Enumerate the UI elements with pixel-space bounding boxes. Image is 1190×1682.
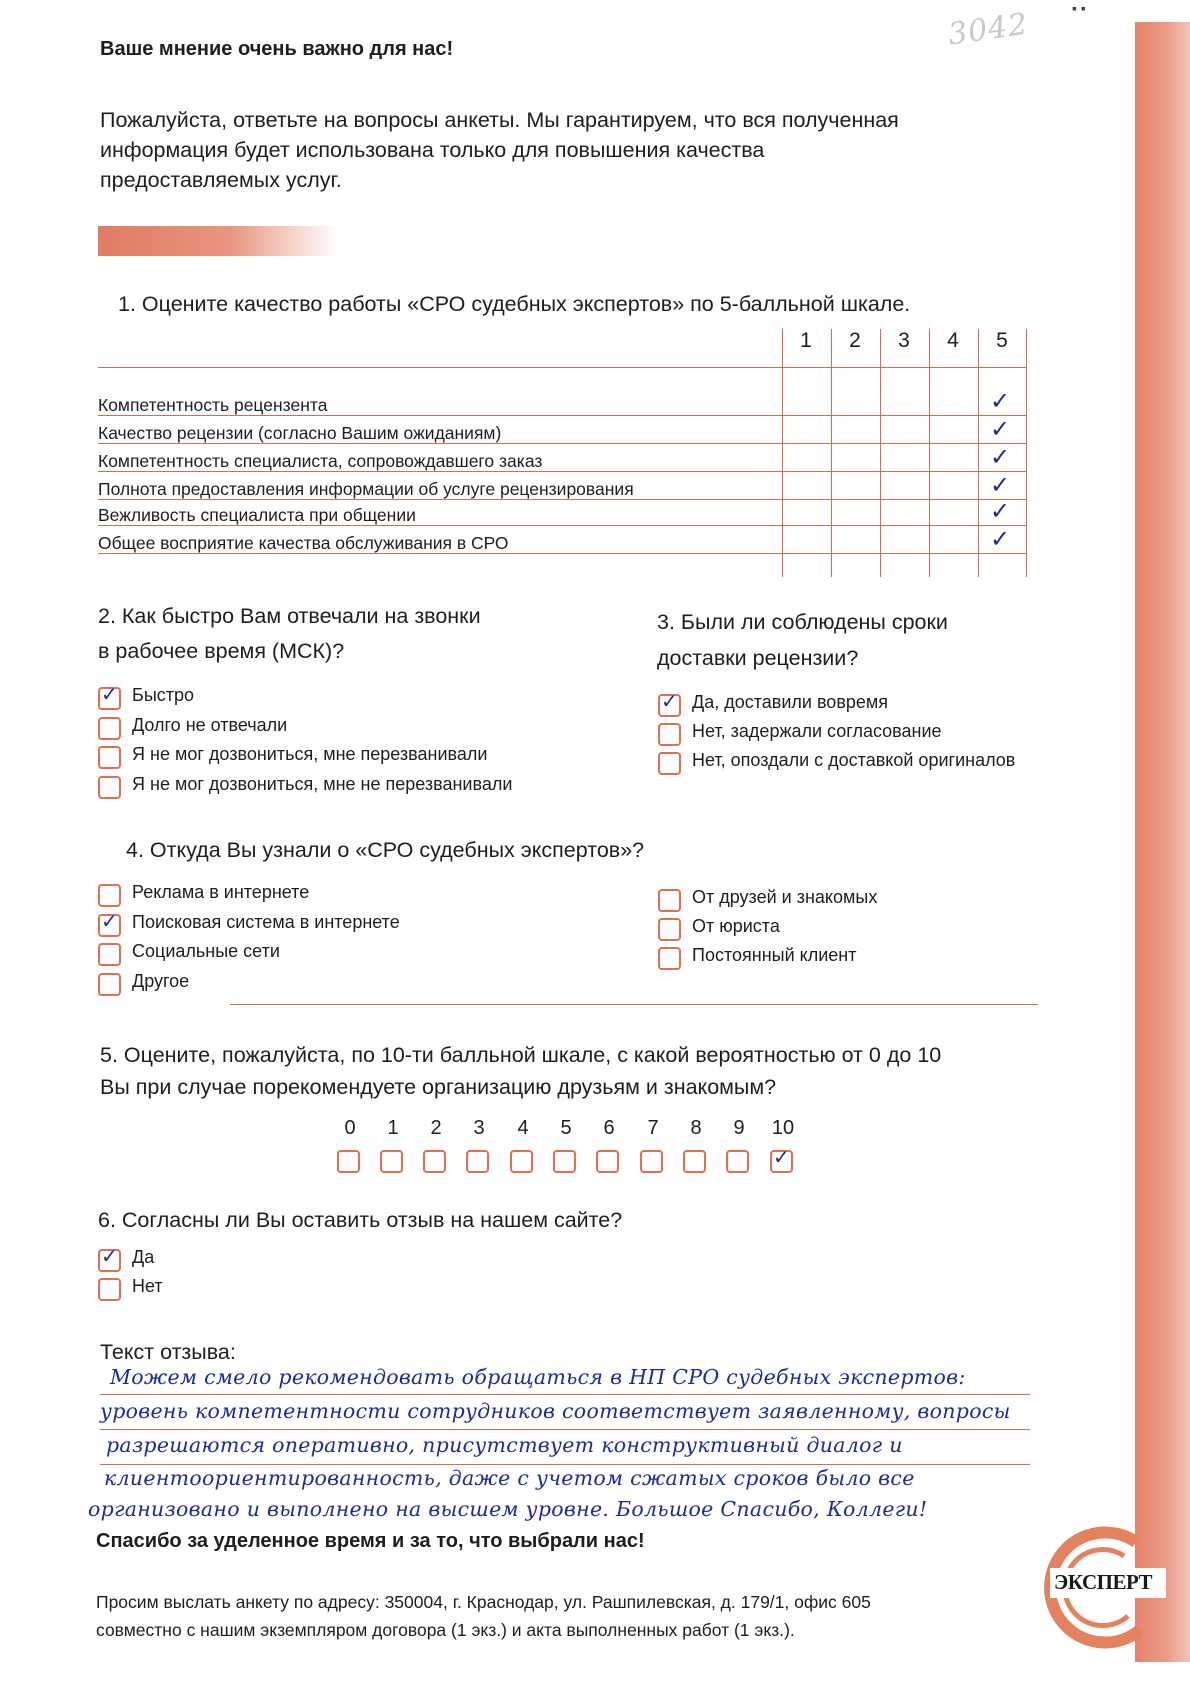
option-checkbox[interactable] xyxy=(98,884,121,907)
grid-line xyxy=(98,367,1026,368)
question-3-title-line2: доставки рецензии? xyxy=(657,646,859,670)
scale-header: 2 xyxy=(849,329,861,352)
scale-header: 5 xyxy=(996,329,1008,352)
option-label: Постоянный клиент xyxy=(692,945,857,965)
option-label: Да xyxy=(132,1247,155,1267)
question-2-title-line2: в рабочее время (МСК)? xyxy=(98,639,345,663)
option-checkbox[interactable] xyxy=(98,973,121,996)
review-label: Текст отзыва: xyxy=(100,1340,236,1364)
scale-checkbox[interactable] xyxy=(596,1150,619,1173)
option-label: Поисковая система в интернете xyxy=(132,911,400,932)
other-answer-line[interactable] xyxy=(230,1004,1038,1005)
option-label: Быстро xyxy=(132,685,195,705)
checkmark-icon: ✓ xyxy=(773,1147,790,1169)
scale-checkbox[interactable] xyxy=(726,1150,749,1173)
option-checkbox[interactable] xyxy=(658,723,681,746)
scale-number: 10 xyxy=(771,1117,795,1139)
scale-header: 4 xyxy=(947,329,959,352)
intro-line: Пожалуйста, ответьте на вопросы анкеты. Мы гарантируем, что вся полученная xyxy=(100,108,899,132)
address-line: совместно с нашим экземпляром договора (1 экз.) и акта выполненных работ (1 экз.). xyxy=(96,1620,795,1640)
grid-line xyxy=(1026,329,1027,577)
option-checkbox[interactable] xyxy=(98,717,121,740)
review-handwriting-line: Можем смело рекомендовать обращаться в НП СРО судебных экспертов: xyxy=(110,1365,966,1389)
question-5-title-line1: 5. Оцените, пожалуйста, по 10-ти балльной шкале, с какой вероятностью от 0 до 10 xyxy=(100,1043,942,1067)
scale-number: 4 xyxy=(517,1117,529,1139)
option-label: Да, доставили вовремя xyxy=(692,692,889,712)
question-2-title-line1: 2. Как быстро Вам отвечали на звонки xyxy=(98,604,481,628)
option-checkbox[interactable] xyxy=(98,943,121,966)
scan-number-stamp: 3042 xyxy=(945,6,1031,53)
rating-row-label: Общее восприятие качества обслуживания в СРО xyxy=(98,533,509,553)
checkmark-icon: ✓ xyxy=(101,684,118,706)
rating-row-label: Компетентность специалиста, сопровождавшего заказ xyxy=(98,451,543,471)
scale-checkbox[interactable] xyxy=(466,1150,489,1173)
rating-row-label: Компетентность рецензента xyxy=(98,395,328,415)
option-label: Я не мог дозвониться, мне перезванивали xyxy=(132,744,488,764)
scale-number: 2 xyxy=(430,1117,442,1139)
option-label: Реклама в интернете xyxy=(132,882,310,902)
scale-checkbox[interactable] xyxy=(553,1150,576,1173)
section-divider-bar xyxy=(98,226,338,256)
rating-checkmark-icon[interactable]: ✓ xyxy=(990,387,1011,415)
option-checkbox[interactable] xyxy=(658,918,681,941)
thanks-text: Спасибо за уделенное время и за то, что выбрали нас! xyxy=(96,1530,645,1552)
rating-checkmark-icon[interactable]: ✓ xyxy=(990,525,1011,553)
option-checkbox[interactable] xyxy=(98,746,121,769)
intro-text xyxy=(100,105,1060,195)
rating-checkmark-icon[interactable]: ✓ xyxy=(990,471,1011,499)
rating-checkmark-icon[interactable]: ✓ xyxy=(990,443,1011,471)
scale-header: 1 xyxy=(800,329,812,352)
rating-row-label: Вежливость специалиста при общении xyxy=(98,505,416,525)
scale-number: 1 xyxy=(387,1117,399,1139)
review-line xyxy=(100,1394,1030,1395)
review-handwriting-line: организовано и выполнено на высшем уровне. Большое Спасибо, Коллеги! xyxy=(88,1497,928,1521)
option-checkbox[interactable] xyxy=(98,1246,121,1272)
option-checkbox[interactable] xyxy=(98,776,121,799)
review-handwriting-line: разрешаются оперативно, присутствует конструктивный диалог и xyxy=(106,1433,903,1457)
scale-checkbox[interactable] xyxy=(770,1147,793,1173)
rating-checkmark-icon[interactable]: ✓ xyxy=(990,415,1011,443)
review-handwriting-line: клиентоориентированность, даже с учетом сжатых сроков было все xyxy=(104,1466,915,1490)
option-label: Долго не отвечали xyxy=(132,714,288,735)
option-checkbox[interactable] xyxy=(658,752,681,775)
question-6-title: 6. Согласны ли Вы оставить отзыв на нашем сайте? xyxy=(98,1208,623,1232)
logo-text: ЭКСПЕРТ xyxy=(1054,1570,1153,1594)
question-3-title-line1: 3. Были ли соблюдены сроки xyxy=(657,610,948,634)
option-label: От юриста xyxy=(692,916,780,936)
checkmark-icon: ✓ xyxy=(101,910,118,933)
scale-checkbox[interactable] xyxy=(337,1150,360,1173)
option-label: Я не мог дозвониться, мне не перезванивали xyxy=(132,773,513,794)
question-4-title: 4. Откуда Вы узнали о «СРО судебных экспертов»? xyxy=(126,838,645,862)
option-label: Нет, опоздали с доставкой оригиналов xyxy=(692,750,1016,770)
intro-line: предоставляемых услуг. xyxy=(100,168,342,192)
scale-checkbox[interactable] xyxy=(380,1150,403,1173)
review-line xyxy=(100,1464,1030,1465)
scale-number: 3 xyxy=(473,1117,485,1139)
rating-row-label: Полнота предоставления информации об услуге рецензирования xyxy=(98,479,634,499)
option-label: Нет, задержали согласование xyxy=(692,721,942,741)
option-label: Другое xyxy=(132,970,190,991)
scale-number: 0 xyxy=(344,1117,356,1139)
option-checkbox[interactable] xyxy=(658,691,681,717)
review-line xyxy=(100,1429,1030,1430)
scale-checkbox[interactable] xyxy=(423,1150,446,1173)
intro-line: информация будет использована только для повышения качества xyxy=(100,138,765,162)
expert-logo xyxy=(1040,1512,1168,1652)
scale-checkbox[interactable] xyxy=(510,1150,533,1173)
question-5-title-line2: Вы при случае порекомендуете организацию друзьям и знакомым? xyxy=(100,1075,777,1099)
scale-number: 7 xyxy=(647,1117,659,1139)
checkmark-icon: ✓ xyxy=(661,691,678,713)
scale-checkbox[interactable] xyxy=(640,1150,663,1173)
scale-header: 3 xyxy=(898,329,910,352)
review-handwriting-line: уровень компетентности сотрудников соответствует заявленному, вопросы xyxy=(100,1399,1011,1423)
option-checkbox[interactable] xyxy=(658,947,681,970)
corner-marks: ▪ ▪ xyxy=(1072,0,1086,16)
option-label: Социальные сети xyxy=(132,941,280,961)
scale-checkbox[interactable] xyxy=(683,1150,706,1173)
page-title: Ваше мнение очень важно для нас! xyxy=(100,38,454,60)
decorative-sidebar xyxy=(1135,22,1190,1662)
checkmark-icon: ✓ xyxy=(101,1246,118,1268)
scale-number: 9 xyxy=(733,1117,745,1139)
option-checkbox[interactable] xyxy=(98,1278,121,1301)
rating-checkmark-icon[interactable]: ✓ xyxy=(990,497,1011,525)
option-checkbox[interactable] xyxy=(98,684,121,710)
scale-number: 8 xyxy=(690,1117,702,1139)
option-label: От друзей и знакомых xyxy=(692,887,878,907)
scale-number: 5 xyxy=(560,1117,572,1139)
option-checkbox[interactable] xyxy=(98,910,121,937)
option-label: Нет xyxy=(132,1276,163,1296)
option-checkbox[interactable] xyxy=(658,889,681,912)
address-line: Просим выслать анкету по адресу: 350004, г. Краснодар, ул. Рашпилевская, д. 179/1, офис 605 xyxy=(96,1592,871,1612)
scale-number: 6 xyxy=(603,1117,615,1139)
rating-row-label: Качество рецензии (согласно Вашим ожиданиям) xyxy=(98,423,502,443)
question-1-title: 1. Оцените качество работы «СРО судебных экспертов» по 5-балльной шкале. xyxy=(118,292,911,316)
